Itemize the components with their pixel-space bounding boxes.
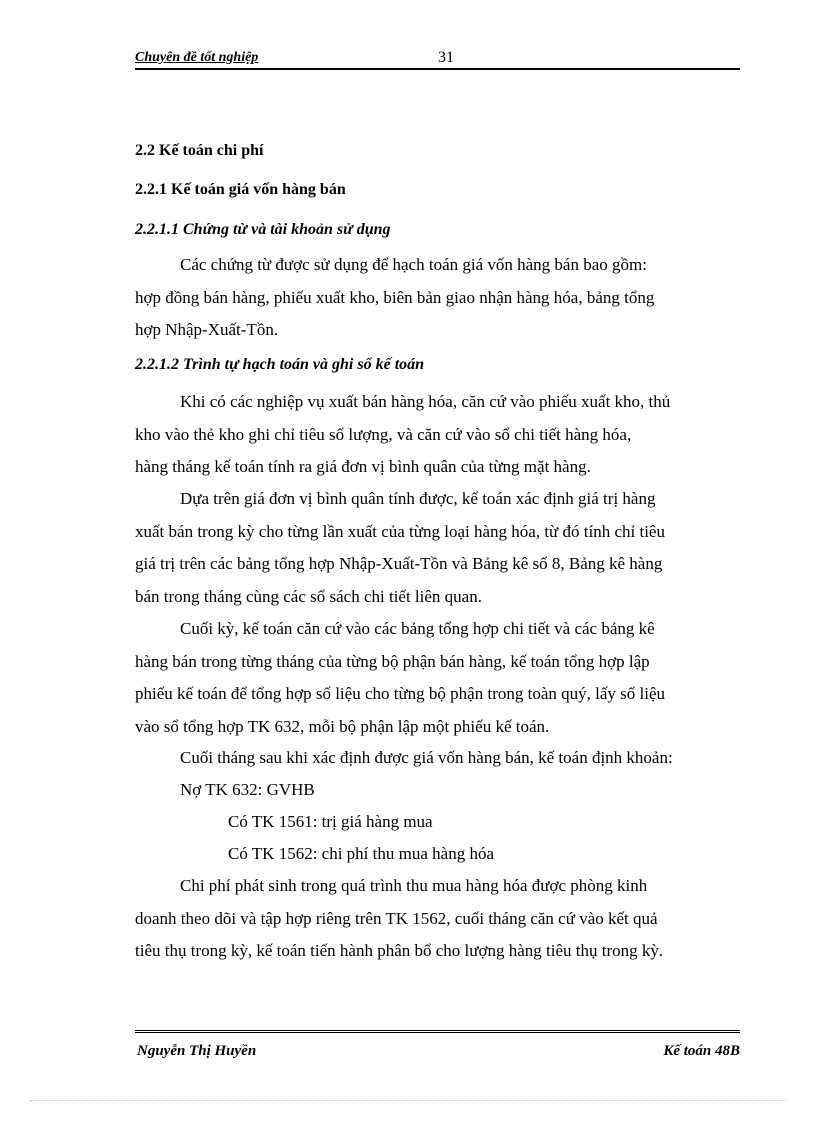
paragraph-line: tiêu thụ trong kỳ, kế toán tiến hành phân bổ cho lượng hàng tiêu thụ trong kỳ. bbox=[135, 941, 664, 960]
paragraph-line: phiếu kế toán để tổng hợp số liệu cho từng bộ phận trong toàn quý, lấy số liệu bbox=[135, 684, 666, 703]
paragraph-line: Khi có các nghiệp vụ xuất bán hàng hóa, căn cứ vào phiếu xuất kho, thủ bbox=[180, 392, 671, 411]
paragraph-line: vào sổ tổng hợp TK 632, mỗi bộ phận lập một phiếu kế toán. bbox=[135, 716, 550, 736]
paragraph-2 bbox=[135, 386, 740, 484]
paragraph-line: doanh theo dõi và tập hợp riêng trên TK 1562, cuối tháng căn cứ vào kết quả bbox=[135, 908, 658, 928]
section-heading-2-2-1-1: 2.2.1.1 Chứng từ và tài khoản sử dụng bbox=[135, 221, 391, 238]
page-number: 31 bbox=[438, 49, 454, 66]
journal-entry-credit-1562: Có TK 1562: chi phí thu mua hàng hóa bbox=[228, 844, 494, 863]
paragraph-line: hợp đồng bán hàng, phiếu xuất kho, biên bản giao nhận hàng hóa, bảng tổng bbox=[135, 287, 655, 307]
paragraph-3 bbox=[135, 483, 740, 613]
paragraph-line: xuất bán trong kỳ cho từng lần xuất của từng loại hàng hóa, từ đó tính chỉ tiêu bbox=[135, 521, 665, 541]
paragraph-line: giá trị trên các bảng tổng hợp Nhập-Xuất-Tồn và Bảng kê số 8, Bảng kê hàng bbox=[135, 554, 663, 573]
page-header bbox=[135, 48, 740, 70]
footer-author: Nguyễn Thị Huyền bbox=[137, 1043, 257, 1059]
page-bottom-divider bbox=[30, 1100, 786, 1101]
section-heading-2-2-1-2: 2.2.1.2 Trình tự hạch toán và ghi sổ kế toán bbox=[135, 356, 425, 373]
paragraph-line: hàng bán trong từng tháng của từng bộ phận bán hàng, kế toán tổng hợp lập bbox=[135, 651, 650, 671]
paragraph-line: Cuối kỳ, kế toán căn cứ vào các bảng tổng hợp chi tiết và các bảng kê bbox=[180, 619, 655, 638]
paragraph-line: kho vào thẻ kho ghi chỉ tiêu số lượng, và căn cứ vào sổ chi tiết hàng hóa, bbox=[135, 424, 632, 444]
journal-entry-debit: Nợ TK 632: GVHB bbox=[180, 780, 315, 799]
section-heading-2-2: 2.2 Kế toán chi phí bbox=[135, 142, 264, 159]
paragraph-6 bbox=[135, 870, 740, 968]
header-title: Chuyên đề tốt nghiệp bbox=[135, 50, 259, 65]
paragraph-line: Cuối tháng sau khi xác định được giá vốn hàng bán, kế toán định khoản: bbox=[180, 748, 673, 767]
paragraph-line: Chi phí phát sinh trong quá trình thu mua hàng hóa được phòng kinh bbox=[180, 876, 648, 895]
page-footer bbox=[135, 1030, 740, 1065]
paragraph-line: Dựa trên giá đơn vị bình quân tính được, kế toán xác định giá trị hàng bbox=[180, 489, 656, 508]
paragraph-line: Các chứng từ được sử dụng để hạch toán giá vốn hàng bán bao gồm: bbox=[180, 255, 647, 274]
journal-entry-credit-1561: Có TK 1561: trị giá hàng mua bbox=[228, 812, 433, 831]
paragraph-line: bán trong tháng cùng các sổ sách chi tiết liên quan. bbox=[135, 586, 482, 606]
paragraph-line: hợp Nhập-Xuất-Tồn. bbox=[135, 320, 279, 339]
paragraph-1 bbox=[135, 249, 740, 347]
section-heading-2-2-1: 2.2.1 Kế toán giá vốn hàng bán bbox=[135, 181, 346, 198]
footer-class: Kế toán 48B bbox=[663, 1043, 740, 1059]
paragraph-line: hàng tháng kế toán tính ra giá đơn vị bình quân của từng mặt hàng. bbox=[135, 457, 591, 476]
paragraph-5 bbox=[135, 742, 740, 775]
paragraph-4 bbox=[135, 613, 740, 743]
